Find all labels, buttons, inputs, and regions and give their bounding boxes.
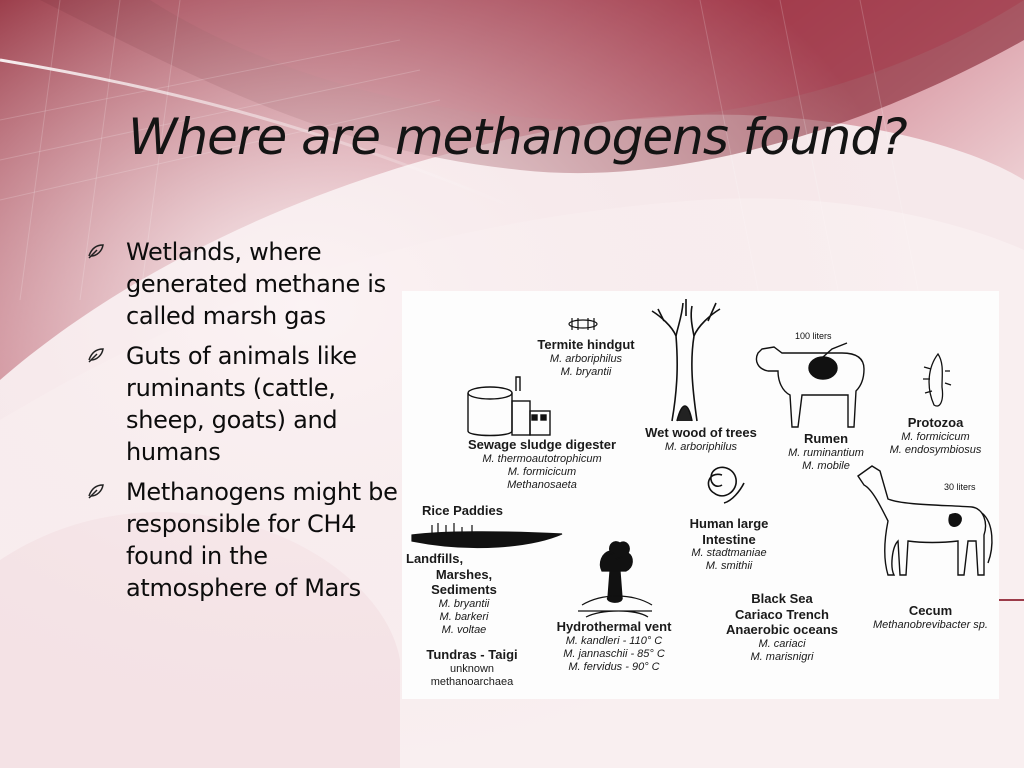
species-name: M. arboriphilus [664,440,738,453]
species-name: M. formicicum [901,430,970,443]
methanogen-habitats-figure [402,291,999,699]
rumen-label [776,431,876,473]
environment-name: Termite hindgut [537,337,635,352]
environment-name: Rumen [803,431,849,446]
species-name: M. fervidus - 90° C [568,660,660,673]
leaf-bullet-icon [86,481,106,501]
black-sea-label [714,591,850,664]
cow-icon [756,343,864,427]
rice-paddies-label [422,503,522,519]
species-name: Methanobrevibacter sp. [873,618,988,631]
bullet-text: Guts of animals like ruminants (cattle, sheep, goats) and humans [126,342,357,466]
tundras-label [412,647,532,689]
species-name: M. kandleri - 110° C [565,634,663,647]
termite-icon [569,318,597,330]
environment-name: Sewage sludge digester [467,437,617,452]
wet-wood-label [636,425,766,454]
environment-name: Marshes, Sediments [431,566,497,598]
bullet-text: Wetlands, where generated methane is called marsh gas [126,238,386,330]
species-name: M. smithii [705,560,753,573]
habitat-illustrations [402,291,999,699]
hydrothermal-vent-label [544,619,684,674]
bullet-text: Methanogens might be responsible for CH4 found in the atmosphere of Mars [126,478,398,602]
protozoa-label [878,415,993,457]
cecum-label [862,603,999,632]
hydrothermal-vent-icon [578,542,652,617]
environment-name: Black Sea [751,591,813,606]
tree-icon [652,299,720,421]
species-name: Methanosaeta [507,478,577,491]
species-name: M. formicicum [507,465,577,478]
bullet-list [86,236,416,612]
species-name: M. thermoautotrophicum [482,452,602,465]
environment-note: unknown [449,662,495,675]
species-name: M. voltae [441,624,487,637]
species-name: M. jannaschii - 85° C [563,647,665,660]
rumen-volume-label: 100 liters [795,331,832,341]
species-name: M. ruminantium [788,446,864,459]
bullet-item [86,340,416,468]
species-name: M. stadtmaniae [691,547,767,560]
environment-name: Protozoa [907,415,964,430]
digester-icon [468,377,550,436]
environment-name: Cariaco Trench [735,606,829,622]
species-name: M. cariaci [758,637,806,650]
leaf-bullet-icon [86,345,106,365]
intestine-icon [708,467,744,503]
species-name: M. arboriphilus [549,352,623,365]
rice-paddy-icon [412,523,562,547]
environment-name: Human large [689,516,769,531]
environment-name: Wet wood of trees [645,425,757,440]
species-name: M. marisnigri [750,650,814,663]
bullet-item [86,476,416,604]
protozoa-icon [923,354,951,406]
environment-name: Rice Paddies [422,503,503,518]
human-intestine-label [674,516,784,574]
environment-name: Landfills, [406,551,464,566]
termite-hindgut-label [526,337,646,379]
cecum-volume-label: 30 liters [944,482,976,492]
landfills-label [402,551,526,637]
environment-note: methanoarchaea [430,675,514,688]
species-name: M. bryantii [438,597,490,610]
environment-name: Intestine [702,531,756,547]
species-name: M. barkeri [439,610,489,623]
species-name: M. bryantii [560,365,612,378]
environment-name: Cecum [908,603,953,618]
species-name: M. mobile [802,459,850,472]
sewage-digester-label [454,437,630,492]
leaf-bullet-icon [86,241,106,261]
bullet-item [86,236,416,332]
species-name: M. endosymbiosus [889,443,982,456]
environment-name: Tundras - Taigi [426,647,518,662]
slide-title: Where are methanogens found? [128,108,907,166]
environment-name: Anaerobic oceans [726,622,838,638]
environment-name: Hydrothermal vent [556,619,672,634]
